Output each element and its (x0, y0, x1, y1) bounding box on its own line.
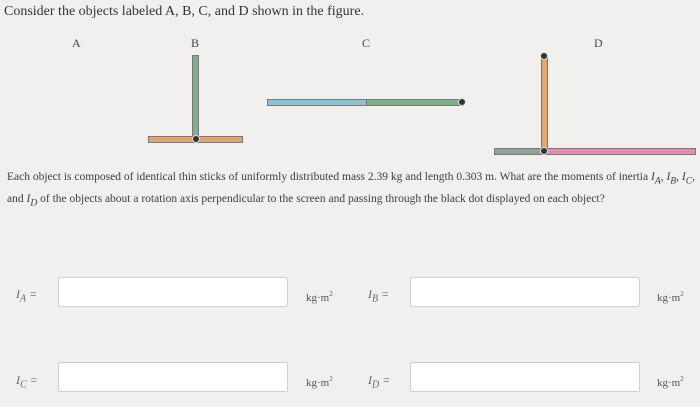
answer-input-id[interactable] (410, 362, 640, 392)
answer-input-ia[interactable] (58, 277, 288, 307)
figure-label-a: A (72, 36, 81, 50)
var-ic: $I_C$ (681, 171, 693, 187)
object-d-right-stick (546, 148, 696, 155)
var-id: $I_D$ (26, 193, 38, 209)
answer-input-ic[interactable] (58, 362, 288, 392)
object-b-vertical-stick (192, 55, 199, 139)
answer-input-ib[interactable] (410, 277, 640, 307)
object-c-right-stick (366, 99, 464, 106)
answer-label-ib: $I_B$ = (368, 287, 390, 305)
answer-unit-ia: $kg\cdot m^2$ (306, 290, 333, 304)
object-b-pivot-dot (192, 135, 200, 143)
object-d-vertical-stick (541, 55, 548, 149)
var-ia: $I_A$ (650, 171, 661, 187)
answer-label-ic: $I_C$ = (16, 373, 38, 391)
figure-label-d: D (594, 36, 603, 50)
object-d-top-dot (540, 52, 548, 60)
object-d-left-stick (494, 148, 546, 155)
figure-label-b: B (191, 36, 200, 50)
question-description: Each object is composed of identical thin sticks of uniformly distributed mass 2.39 kg and length 0.303 m. What are the moments of inertia $I_A$, $I_B$, $I_C$, and $I_D$ of the objects about a rotation axis perpendicular to the screen and passing through the black dot displayed on each object? (7, 171, 695, 209)
object-c-left-stick (267, 99, 367, 106)
answer-label-ia: $I_A$ = (16, 287, 38, 305)
figure-label-c: C (362, 36, 371, 50)
answer-unit-ib: $kg\cdot m^2$ (657, 290, 684, 304)
answer-unit-ic: $kg\cdot m^2$ (306, 375, 333, 389)
answer-unit-id: $kg\cdot m^2$ (657, 375, 684, 389)
object-d-pivot-dot (540, 147, 548, 155)
answer-label-id: $I_D$ = (368, 373, 391, 391)
object-c-pivot-dot (458, 98, 466, 106)
question-title: Consider the objects labeled A, B, C, and D shown in the figure. (4, 4, 365, 19)
var-ib: $I_B$ (666, 171, 677, 187)
